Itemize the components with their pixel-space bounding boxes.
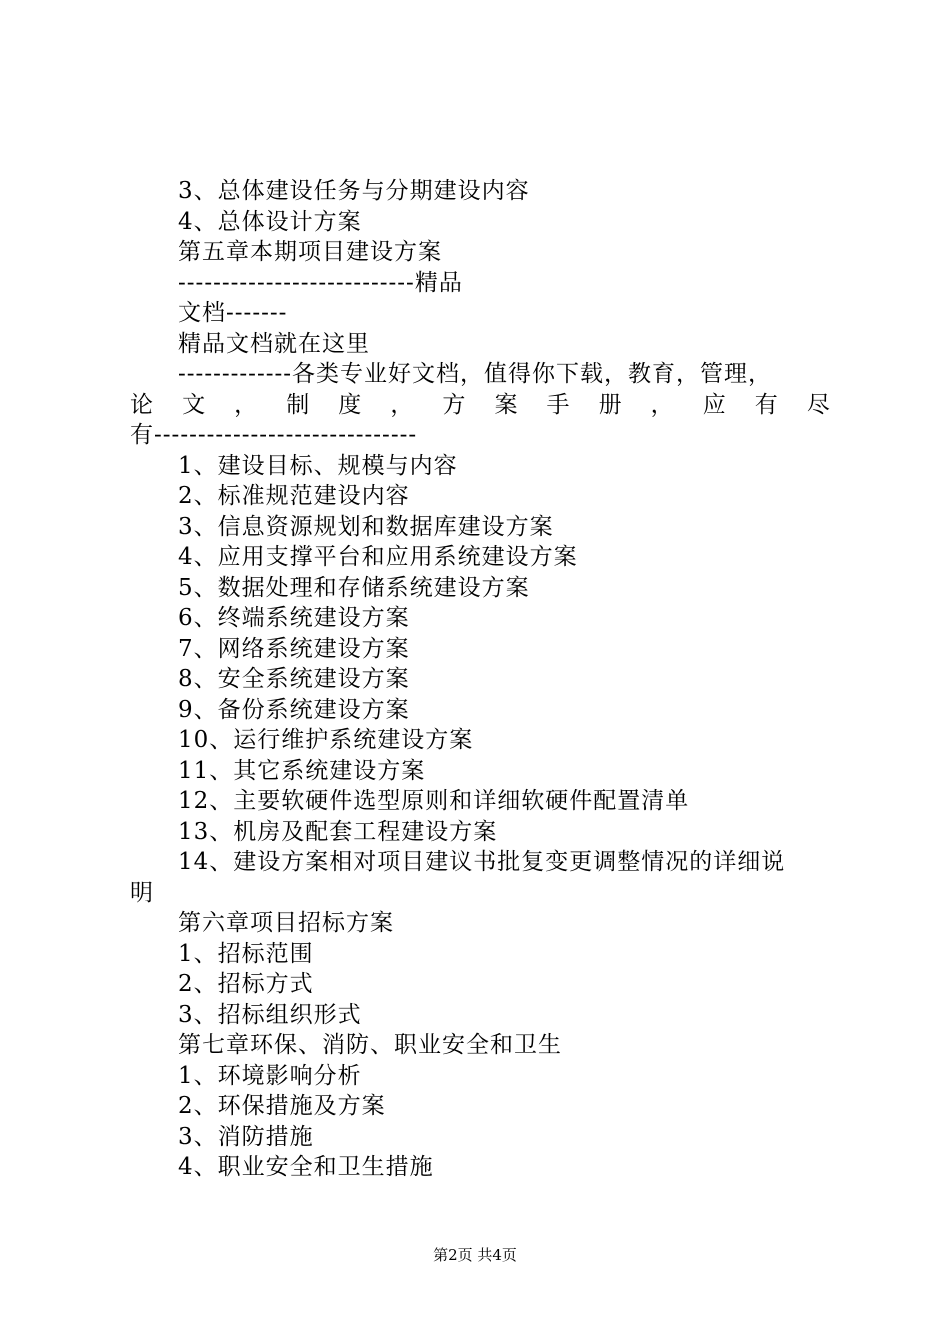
text-line: 有------------------------------ [130, 422, 418, 448]
justified-char: 文 [182, 391, 206, 418]
section-list [130, 451, 830, 878]
list-item: 6、终端系统建设方案 [178, 605, 410, 631]
text-line: ---------------------------精品 [178, 269, 463, 296]
text-line: 精品文档就在这里 [178, 330, 370, 357]
list-item: 3、招标组织形式 [178, 1001, 362, 1028]
list-item: 1、环境影响分析 [178, 1062, 362, 1089]
list-item: 11、其它系统建设方案 [178, 757, 426, 784]
list-item: 10、运行维护系统建设方案 [178, 727, 474, 753]
text-line: -------------各类专业好文档，值得你下载，教育，管理， [178, 361, 773, 387]
text-line: 3、总体建设任务与分期建设内容 [178, 178, 530, 204]
list-item: 2、招标方式 [178, 971, 314, 997]
justified-char: 制 [286, 391, 310, 418]
document-body [130, 176, 830, 1183]
list-item: 2、环保措施及方案 [178, 1093, 386, 1119]
list-item: 4、应用支撑平台和应用系统建设方案 [178, 544, 578, 570]
list-item: 14、建设方案相对项目建议书批复变更调整情况的详细说 [178, 849, 786, 875]
list-item: 9、备份系统建设方案 [178, 696, 410, 723]
list-item: 12、主要软硬件选型原则和详细软硬件配置清单 [178, 788, 690, 814]
list-item: 13、机房及配套工程建设方案 [178, 818, 498, 845]
page-footer: 第2页 共4页 [433, 1246, 517, 1264]
justified-char: ， [390, 391, 414, 418]
list-item: 4、职业安全和卫生措施 [178, 1154, 434, 1180]
text-line: 4、总体设计方案 [178, 208, 362, 235]
justified-char: 有 [754, 391, 778, 418]
list-item: 3、消防措施 [178, 1123, 314, 1150]
list-item: 1、建设目标、规模与内容 [178, 452, 458, 479]
top-block [130, 176, 830, 390]
justified-char: 论 [130, 391, 153, 418]
list-item: 2、标准规范建设内容 [178, 483, 410, 509]
justified-char: ， [650, 391, 674, 418]
justified-char: ， [234, 391, 258, 418]
justified-char: 度 [338, 391, 362, 418]
list-item: 第六章项目招标方案 [178, 910, 394, 936]
section-list-tail [130, 908, 830, 1183]
list-item: 3、信息资源规划和数据库建设方案 [178, 513, 554, 540]
justified-char: 应 [702, 391, 726, 418]
text-line: 明 [130, 879, 154, 906]
list-item: 第七章环保、消防、职业安全和卫生 [178, 1032, 562, 1058]
justified-char: 尽 [806, 391, 830, 418]
list-item: 7、网络系统建设方案 [178, 635, 410, 662]
justified-char: 方 [442, 391, 466, 418]
text-line: 文档------- [178, 300, 288, 326]
justified-char: 册 [598, 391, 622, 418]
list-item: 5、数据处理和存储系统建设方案 [178, 574, 530, 601]
justified-char: 手 [546, 391, 570, 418]
justified-text-line [130, 390, 830, 421]
list-item: 8、安全系统建设方案 [178, 666, 410, 692]
chapter-heading: 第五章本期项目建设方案 [178, 239, 442, 265]
list-item: 1、招标范围 [178, 940, 314, 967]
justified-char: 案 [494, 391, 518, 418]
